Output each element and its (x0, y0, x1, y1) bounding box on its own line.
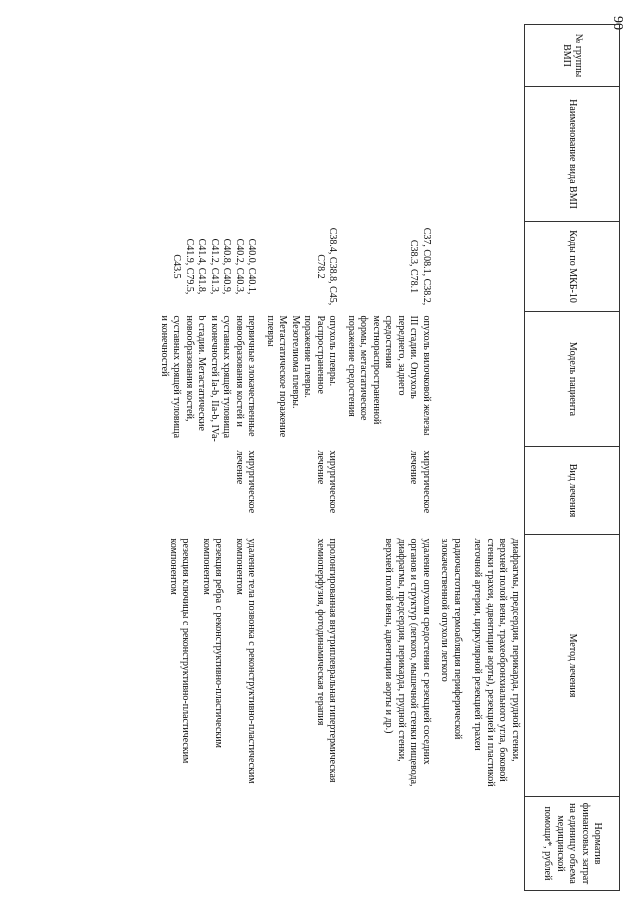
method-item: пролонгированная внутриплевральная гипертермическая хемиоперфузия, фотодинамическая терапия (315, 538, 339, 783)
kind-cell: хирургическое лечение (408, 450, 432, 514)
codes-cell: C40.0, C40.1, C40.2, C40.3, C40.8, C40.9, C41.2, C41.3, C41.4, C41.8, C41.9, C79.5, C43.5 (171, 238, 258, 295)
codes-cell: C37, C08.1, C38.2, C38.3, C78.1 (408, 227, 432, 306)
header-norm: Норматив финансовых затрат на единицу объема медицинской помощи*, рублей (525, 797, 620, 891)
method-item: удаление опухоли средостения с резекцией соседних органов и структур (легкого, мышечной стенки пищевода, диафрагмы, предсердия, перикарда, грудной стенки, верхней полой вены, адвентиции аорты и др.) (383, 538, 432, 787)
method-cell (261, 535, 342, 797)
header-method: Метод лечения (525, 535, 620, 797)
codes-cell: C38.4, C38.8, C45, C78.2 (315, 227, 339, 306)
treatment-table (155, 24, 621, 891)
method-cell (155, 535, 261, 797)
table-row (155, 25, 261, 891)
table-row (435, 25, 525, 891)
table-header-row (525, 25, 620, 891)
kind-cell (435, 447, 525, 535)
method-item: диафрагмы, предсердия, перикарда, грудной стенки, верхней полой вены, трахеобронхиального угла, боковой стенки трахеи, адвентиции аорты), резекцией и пластикой легочной артерии, циркулярной резекцией трахеи (472, 538, 521, 787)
table-row (342, 25, 436, 891)
model-cell: опухоль вилочковой железы III стадии. Опухоль переднего, заднего средостения местнораспространенной формы, метастатическое поражение средостения (346, 315, 432, 436)
header-group: № группы ВМП (525, 25, 620, 87)
codes-cell (435, 222, 525, 312)
method-item: резекция ключицы с реконструктивно-пластическим компонентом (168, 538, 192, 764)
header-model: Модель пациента (525, 312, 620, 447)
method-cell (342, 535, 436, 797)
method-cell (435, 535, 525, 797)
kind-cell: хирургическое лечение (234, 450, 258, 514)
table-row (261, 25, 342, 891)
header-name: Наименование вида ВМП (525, 87, 620, 222)
header-codes: Коды по МКБ-10 (525, 222, 620, 312)
method-item: радиочастотная термоабляция периферической злокачественной опухоли легкого (439, 538, 463, 740)
method-item: удаление тела позвонка с реконструктивно-пластическим компонентом (234, 538, 258, 784)
model-cell: опухоль плевры. Распространенное поражение плевры. Мезотелиома плевры. Метастатическое поражение плевры (265, 315, 339, 438)
model-cell (435, 312, 525, 447)
model-cell: первичные злокачественные новообразования костей и суставных хрящей туловища и конечностей Ia-b, IIa-b, IVa-b стадии. Метастатические новообразования костей, суставных хрящей туловища и конечностей (159, 315, 258, 442)
kind-cell: хирургическое лечение (315, 450, 339, 514)
method-item: резекция ребра с реконструктивно-пластическим компонентом (201, 538, 225, 748)
page-number: 90 (610, 16, 625, 30)
header-kind: Вид лечения (525, 447, 620, 535)
